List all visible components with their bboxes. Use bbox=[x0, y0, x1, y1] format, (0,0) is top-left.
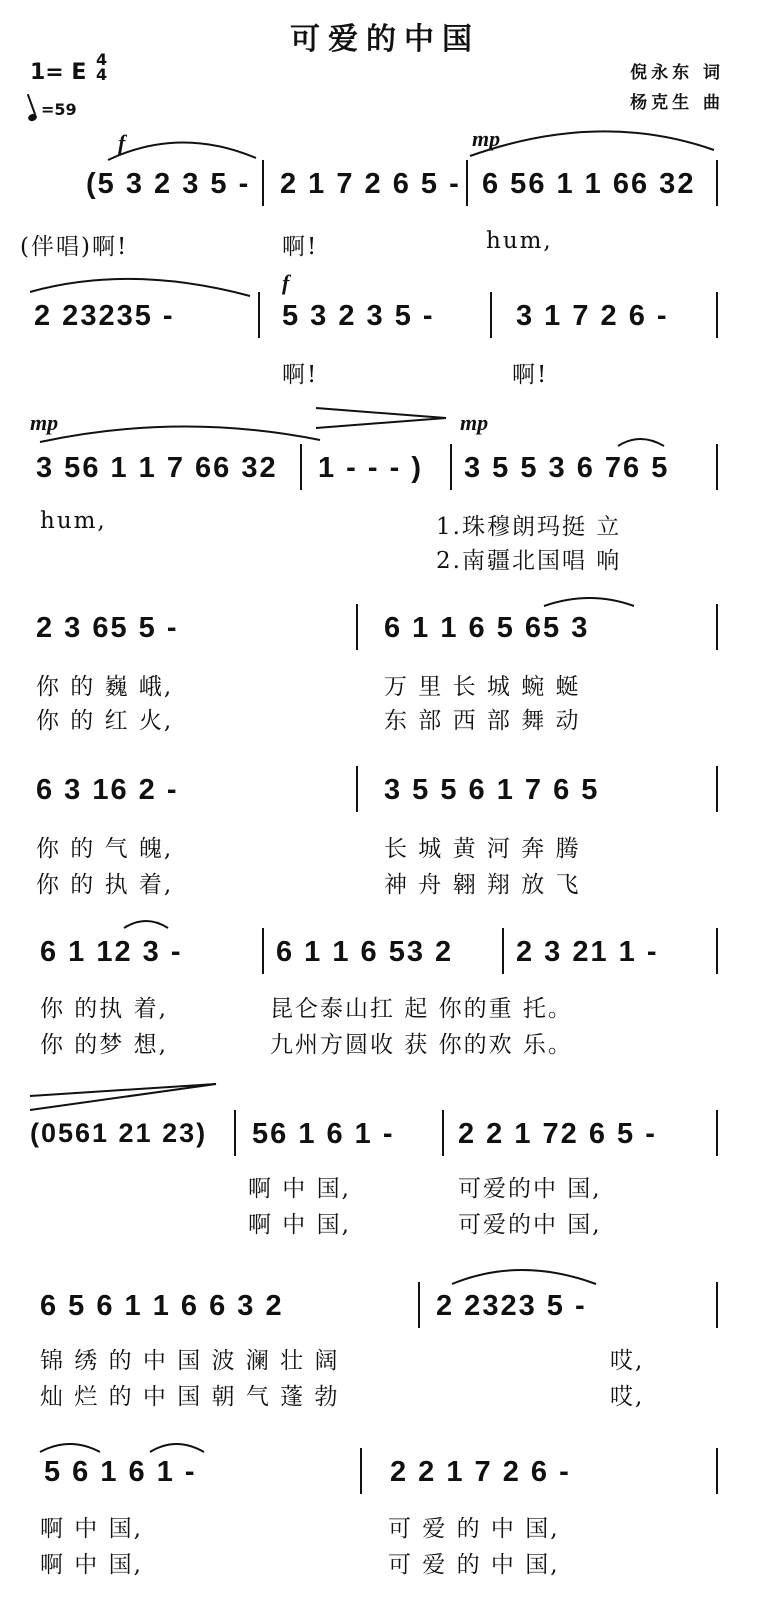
decrescendo-hairpin bbox=[316, 408, 446, 428]
notation-measure: 6 1 1 6 53 2 bbox=[276, 936, 454, 968]
notation-measure: 6 5 6 1 1 6 6 3 2 bbox=[40, 1290, 284, 1322]
lyric-line: 昆仑泰山扛 起 你的重 托。 bbox=[270, 996, 573, 1022]
slur bbox=[40, 426, 320, 442]
dynamic-forte: f bbox=[282, 270, 290, 295]
lyric-line: hum, bbox=[40, 508, 107, 534]
lyric-line: 你 的 气 魄, bbox=[36, 836, 174, 862]
notation-measure: (5 3 2 3 5 - bbox=[86, 168, 251, 200]
time-signature-bottom: 4 bbox=[96, 65, 108, 84]
song-title: 可爱的中国 bbox=[290, 22, 480, 57]
notation-measure: 2 3 65 5 - bbox=[36, 612, 179, 644]
slur bbox=[470, 131, 714, 156]
slur bbox=[618, 439, 664, 446]
notation-measure: 2 23235 - bbox=[34, 300, 175, 332]
notation-measure: 3 56 1 1 7 66 32 bbox=[36, 452, 278, 484]
slur bbox=[124, 921, 168, 928]
notation-measure: 2 1 7 2 6 5 - bbox=[280, 168, 461, 200]
dynamic-mezzo-piano: mp bbox=[472, 126, 501, 151]
notation-measure: 6 1 12 3 - bbox=[40, 936, 183, 968]
lyric-line: 长 城 黄 河 奔 腾 bbox=[384, 836, 581, 862]
lyric-line: 可 爱 的 中 国, bbox=[388, 1552, 560, 1578]
slur bbox=[150, 1444, 204, 1452]
notation-measure: 1 - - - ) bbox=[318, 452, 423, 484]
key-signature: 1= E bbox=[30, 60, 87, 85]
notation-measure: 2 2323 5 - bbox=[436, 1290, 587, 1322]
dynamic-mezzo-piano: mp bbox=[460, 410, 489, 435]
lyric-line: 可 爱 的 中 国, bbox=[388, 1516, 560, 1542]
notation-measure: (0561 21 23) bbox=[30, 1118, 208, 1148]
lyric-line: 神 舟 翱 翔 放 飞 bbox=[384, 872, 581, 898]
lyric-line: 1.珠穆朗玛挺 立 bbox=[436, 514, 622, 540]
lyricist-credit: 倪永东 词 bbox=[630, 63, 724, 83]
lyric-line: 东 部 西 部 舞 动 bbox=[384, 708, 581, 734]
lyric-line: 啊 中 国, bbox=[40, 1552, 143, 1578]
composer-credit: 杨克生 曲 bbox=[630, 93, 724, 113]
lyric-line: hum, bbox=[486, 228, 553, 254]
lyric-line: 啊! bbox=[282, 234, 319, 260]
lyric-line: 可爱的中 国, bbox=[458, 1176, 602, 1202]
lyric-line: 啊! bbox=[512, 362, 549, 388]
lyric-line: 2.南疆北国唱 响 bbox=[436, 548, 622, 574]
lyric-line: 啊! bbox=[282, 362, 319, 388]
notation-measure: 6 56 1 1 66 32 bbox=[482, 168, 696, 200]
lyric-line: 万 里 长 城 蜿 蜒 bbox=[384, 674, 581, 700]
lyric-line: 啊 中 国, bbox=[248, 1212, 351, 1238]
lyric-line: (伴唱)啊! bbox=[20, 234, 129, 260]
notation-measure: 6 1 1 6 5 65 3 bbox=[384, 612, 590, 644]
slur bbox=[30, 279, 250, 296]
time-signature-top: 4 bbox=[96, 50, 108, 69]
lyric-line: 可爱的中 国, bbox=[458, 1212, 602, 1238]
lyric-line: 哎, bbox=[610, 1384, 645, 1410]
crescendo-hairpin bbox=[30, 1084, 216, 1110]
notation-measure: 3 1 7 2 6 - bbox=[516, 300, 669, 332]
lyric-line: 九州方圆收 获 你的欢 乐。 bbox=[270, 1032, 573, 1058]
notation-measure: 2 3 21 1 - bbox=[516, 936, 659, 968]
slur bbox=[40, 1444, 100, 1452]
slur bbox=[108, 142, 256, 160]
slur bbox=[544, 598, 634, 606]
lyric-line: 啊 中 国, bbox=[248, 1176, 351, 1202]
lyric-line: 你 的梦 想, bbox=[40, 1032, 168, 1058]
tempo-value: =59 bbox=[41, 100, 77, 119]
lyric-line: 你 的 巍 峨, bbox=[36, 674, 174, 700]
lyric-line: 哎, bbox=[610, 1348, 645, 1374]
notation-measure: 3 5 5 6 1 7 6 5 bbox=[384, 774, 600, 806]
lyric-line: 啊 中 国, bbox=[40, 1516, 143, 1542]
notation-measure: 2 2 1 7 2 6 - bbox=[390, 1456, 571, 1488]
notation-measure: 5 3 2 3 5 - bbox=[282, 300, 435, 332]
lyric-line: 你 的 执 着, bbox=[36, 872, 174, 898]
notation-measure: 3 5 5 3 6 76 5 bbox=[464, 452, 670, 484]
notation-measure: 56 1 6 1 - bbox=[252, 1118, 395, 1150]
notation-measure: 5 6 1 6 1 - bbox=[44, 1456, 197, 1488]
notation-measure: 6 3 16 2 - bbox=[36, 774, 179, 806]
lyric-line: 你 的执 着, bbox=[40, 996, 168, 1022]
notation-measure: 2 2 1 72 6 5 - bbox=[458, 1118, 657, 1150]
slur bbox=[452, 1270, 596, 1284]
lyric-line: 灿 烂 的 中 国 朝 气 蓬 勃 bbox=[40, 1384, 340, 1410]
lyric-line: 锦 绣 的 中 国 波 澜 壮 阔 bbox=[40, 1348, 340, 1374]
dynamic-mezzo-piano: mp bbox=[30, 410, 59, 435]
dynamic-forte: f bbox=[118, 130, 126, 155]
lyric-line: 你 的 红 火, bbox=[36, 708, 174, 734]
